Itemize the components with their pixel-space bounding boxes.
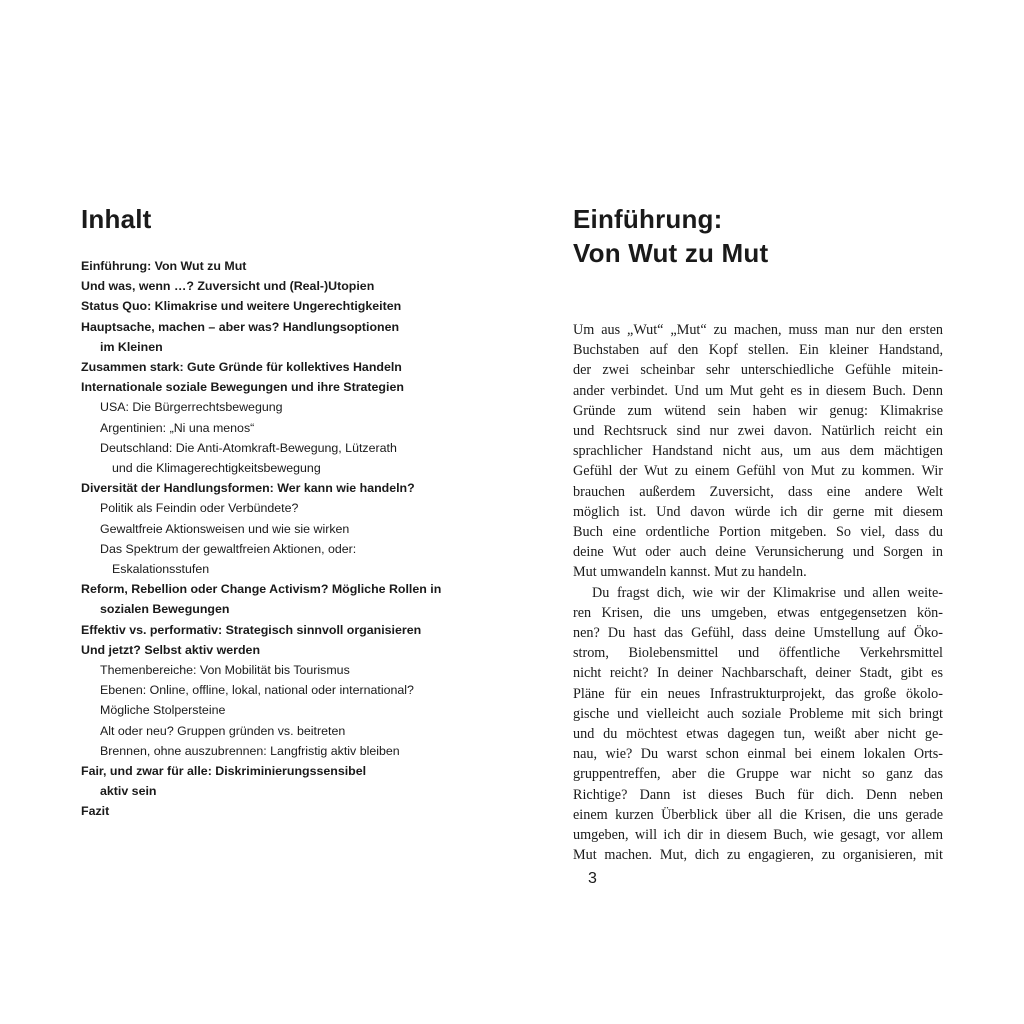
toc-entry-line: Reform, Rebellion oder Change Activism? Mögliche Rollen in [81, 582, 442, 597]
body-text-line: Um aus „Wut“ „Mut“ zu machen, muss man nur den ersten [573, 322, 943, 338]
body-text-line: Gefühl der Wut zu einem Gefühl von Mut zu kommen. Wir [573, 463, 943, 480]
body-text-line: gruppentreffen, aber die Gruppe war nicht so ganz das [573, 766, 943, 783]
toc-chapter-entry [81, 640, 471, 660]
body-text-line: brauchen außerdem Zuversicht, dass eine andere Welt [573, 483, 943, 500]
toc-section-entry [81, 539, 471, 579]
toc-entry-line: Status Quo: Klimakrise und weitere Ungerechtigkeiten [81, 299, 402, 314]
toc-chapter-entry [81, 620, 471, 640]
toc-entry-line: Fair, und zwar für alle: Diskriminierungssensibel [81, 764, 367, 779]
chapter-body-text [573, 320, 943, 865]
chapter-title-line: Von Wut zu Mut [573, 238, 769, 268]
toc-entry-line: und die Klimagerechtigkeitsbewegung [112, 461, 321, 476]
chapter-title [573, 202, 943, 270]
toc-entry-line: USA: Die Bürgerrechtsbewegung [100, 400, 283, 415]
toc-chapter-entry [81, 579, 471, 619]
body-text-line: möglich ist. Und davon würde ich dir gerne mit diesem [573, 503, 943, 520]
body-text-line: nau, wie? Du warst schon einmal bei einem lokalen Orts- [573, 746, 943, 763]
toc-section-entry [81, 721, 471, 741]
toc-chapter-entry [81, 276, 471, 296]
body-text-line: gische und vielleicht auch soziale Probleme mit sich bringt [573, 705, 943, 722]
toc-section-entry [81, 397, 471, 417]
toc-section-entry [81, 438, 471, 478]
body-text-line: Buchstaben auf den Kopf stellen. Ein kleiner Handstand, [573, 342, 943, 359]
body-text-line: Du fragst dich, wie wir der Klimakrise und allen weite- [592, 584, 943, 601]
toc-entry-line: im Kleinen [100, 339, 163, 354]
toc-entry-line: sozialen Bewegungen [100, 602, 230, 617]
toc-entry-line: Themenbereiche: Von Mobilität bis Tourismus [100, 663, 350, 678]
body-text-line: und Rechtsruck sind nur zwei davon. Natürlich reicht ein [573, 423, 943, 440]
toc-section-entry [81, 680, 471, 700]
toc-entry-line: Gewaltfreie Aktionsweisen und wie sie wirken [100, 521, 350, 536]
toc-section-entry [81, 700, 471, 720]
toc-entry-line: Argentinien: „Ni una menos“ [100, 420, 255, 435]
toc-section-entry [81, 498, 471, 518]
body-text-line: nicht reicht? In deiner Nachbarschaft, deiner Stadt, gibt es [573, 665, 943, 682]
body-text-line: und du möchtest etwas dagegen tun, weißt aber nicht ge- [573, 726, 943, 743]
body-text-line: Mut umwandeln kannst. Mut zu handeln. [573, 564, 807, 581]
toc-chapter-entry [81, 801, 471, 821]
toc-chapter-entry [81, 478, 471, 498]
toc-entry-line: aktiv sein [100, 784, 157, 799]
toc-entry-line: Einführung: Von Wut zu Mut [81, 259, 247, 273]
chapter-title-line: Einführung: [573, 204, 723, 234]
toc-chapter-entry [81, 377, 471, 397]
body-text-line: der zwei scheinbar sehr unterschiedliche Gefühle mitein- [573, 362, 943, 379]
toc-page [81, 200, 471, 822]
toc-entry-line: Ebenen: Online, offline, lokal, national oder international? [100, 683, 414, 698]
toc-entry-line: Zusammen stark: Gute Gründe für kollektives Handeln [81, 360, 402, 375]
toc-chapter-entry [81, 296, 471, 316]
body-text-line: strom, Biolebensmittel und öffentliche Verkehrsmittel [573, 645, 943, 662]
body-text-line: ren Krisen, die uns umgeben, etwas entgegensetzen kön- [573, 604, 943, 621]
toc-entry-line: Brennen, ohne auszubrennen: Langfristig aktiv bleiben [100, 743, 400, 758]
toc-title: Inhalt [81, 204, 152, 234]
body-text-line: ander verbindet. Und um Mut geht es in diesem Buch. Denn [573, 382, 943, 399]
body-text-line: Mut machen. Mut, dich zu engagieren, zu organisieren, mit [573, 847, 943, 864]
toc-section-entry [81, 519, 471, 539]
toc-entry-line: Effektiv vs. performativ: Strategisch sinnvoll organisieren [81, 622, 422, 637]
toc-list [81, 256, 471, 822]
toc-entry-line: Fazit [81, 804, 110, 819]
page-number: 3 [588, 870, 597, 887]
toc-entry-line: Deutschland: Die Anti-Atomkraft-Bewegung, Lützerath [100, 440, 397, 455]
body-text-line: einem kurzen Überblick über all die Krisen, die uns gerade [573, 806, 943, 823]
body-text-line: Gründe zum wütend sein haben wir genug: Klimakrise [573, 402, 943, 419]
toc-entry-line: Und jetzt? Selbst aktiv werden [81, 642, 261, 657]
toc-section-entry [81, 741, 471, 761]
toc-entry-line: Eskalationsstufen [112, 562, 210, 577]
toc-entry-line: Das Spektrum der gewaltfreien Aktionen, oder: [100, 541, 357, 556]
body-text-line: nen? Du hast das Gefühl, dass deine Umstellung auf Öko- [573, 625, 943, 642]
body-text-line: sprachlicher Handstand nicht aus, um aus dem mächtigen [573, 443, 943, 460]
toc-section-entry [81, 660, 471, 680]
body-text-line: deine Wut oder auch deine Verunsicherung und Sorgen in [573, 544, 943, 561]
toc-entry-line: Diversität der Handlungsformen: Wer kann wie handeln? [81, 481, 415, 496]
toc-entry-line: Politik als Feindin oder Verbündete? [100, 501, 299, 516]
body-text-line: Pläne für ein neues Infrastrukturprojekt, das große ökolo- [573, 685, 943, 702]
body-text-line: umgeben, will ich dir in diesem Buch, wie gesagt, vor allem [573, 827, 943, 844]
toc-chapter-entry [81, 317, 471, 357]
body-text-line: Richtige? Dann ist dieses Buch für dich. Denn neben [573, 786, 943, 803]
toc-entry-line: Und was, wenn …? Zuversicht und (Real-)Utopien [81, 279, 375, 294]
toc-section-entry [81, 418, 471, 438]
toc-entry-line: Internationale soziale Bewegungen und ihre Strategien [81, 380, 404, 395]
toc-chapter-entry [81, 357, 471, 377]
toc-chapter-entry [81, 761, 471, 801]
chapter-page [573, 200, 943, 865]
toc-entry-line: Hauptsache, machen – aber was? Handlungsoptionen [81, 319, 400, 334]
body-text-line: Buch eine ordentliche Portion mitgeben. So viel, dass du [573, 524, 943, 541]
toc-entry-line: Mögliche Stolpersteine [100, 703, 226, 718]
toc-entry-line: Alt oder neu? Gruppen gründen vs. beitreten [100, 723, 346, 738]
toc-chapter-entry [81, 256, 471, 276]
